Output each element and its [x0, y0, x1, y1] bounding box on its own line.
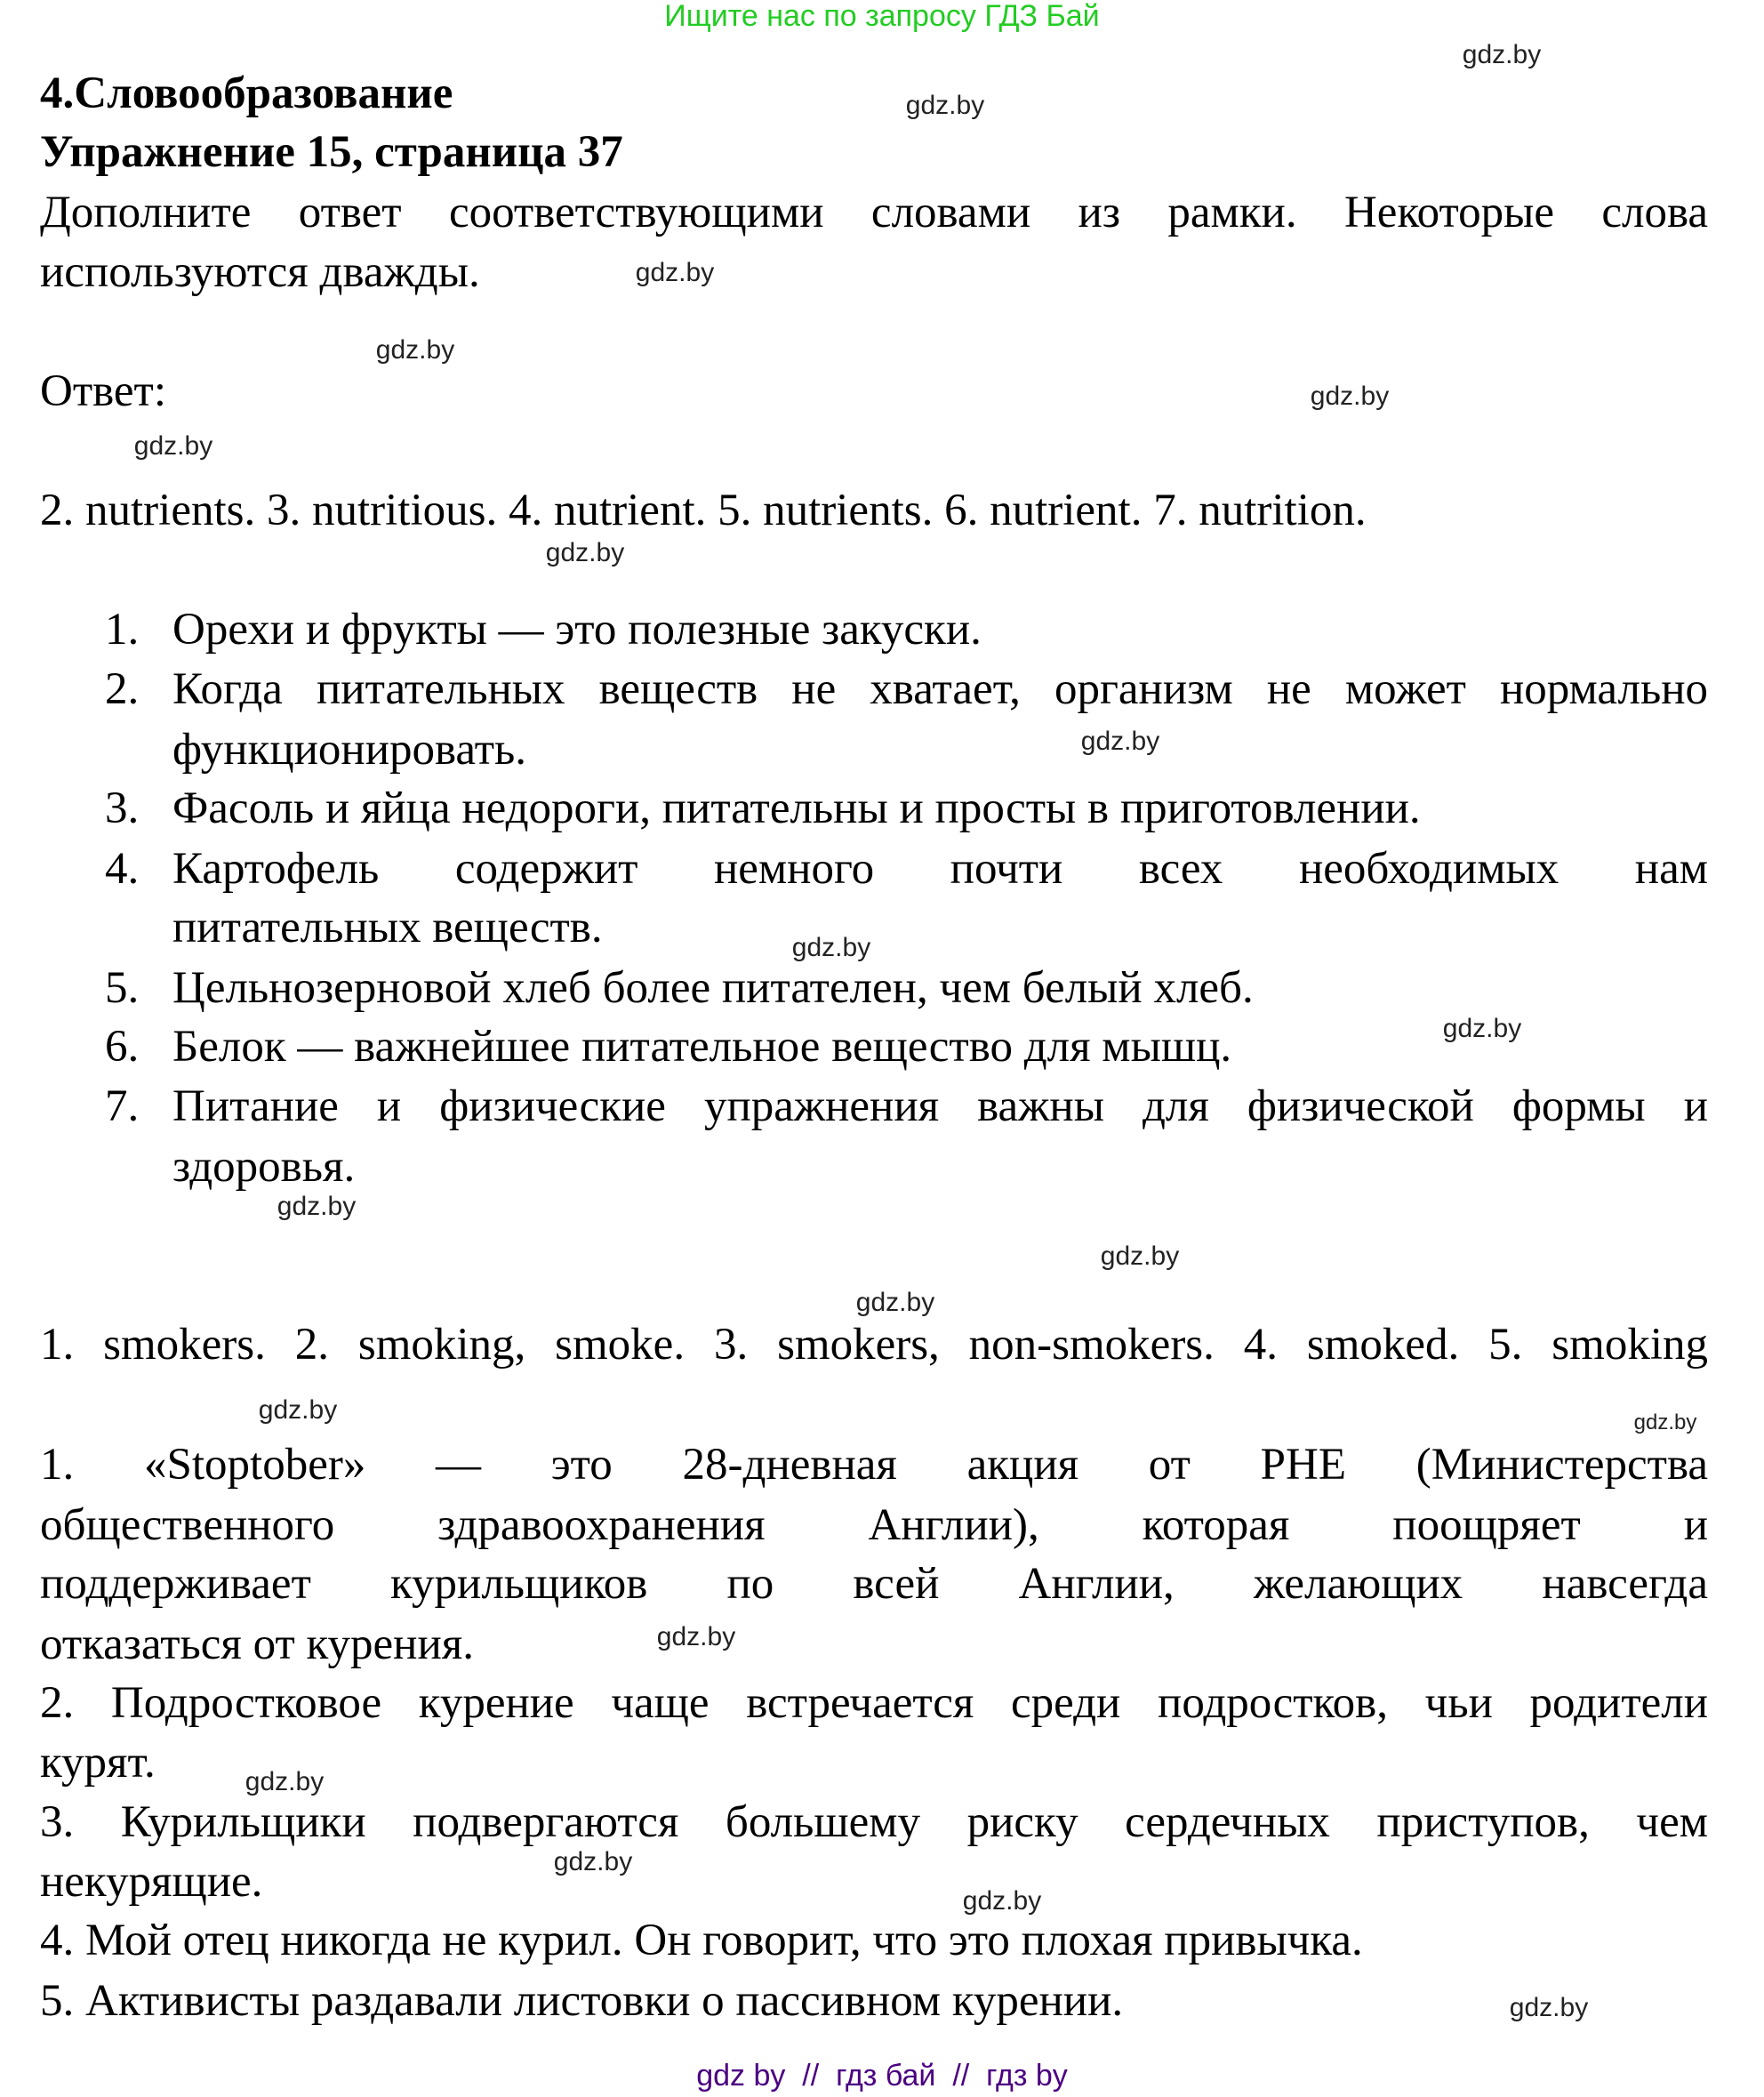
task-text-line: используются дважды. — [40, 247, 480, 297]
paragraph-line: 2. Подростковое курение чаще встречается среди подростков, чьи родители — [40, 1678, 1708, 1728]
list-number: 5. — [105, 963, 140, 1013]
paragraph-line: 1. «Stoptober» — это 28-дневная акция от PHE (Министерства — [40, 1440, 1708, 1490]
section-heading: 4.Словообразование — [40, 68, 453, 118]
watermark: gdz.by — [905, 91, 985, 120]
watermark: gdz.by — [791, 933, 871, 962]
watermark: gdz.by — [545, 538, 625, 567]
watermark: gdz.by — [635, 258, 715, 287]
list-item: питательных веществ. — [172, 903, 603, 952]
paragraph-line: 4. Мой отец никогда не курил. Он говорит, что это плохая привычка. — [40, 1916, 1363, 1965]
list-item: Белок — важнейшее питательное вещество для мышц. — [172, 1022, 1232, 1072]
list-item: Фасоль и яйца недороги, питательны и просты в приготовлении. — [172, 783, 1421, 833]
answers-line: 2. nutrients. 3. nutritious. 4. nutrient. 5. nutrients. 6. nutrient. 7. nutrition. — [40, 486, 1367, 535]
watermark: gdz.by — [133, 431, 213, 461]
list-number: 6. — [105, 1022, 140, 1072]
list-item: Когда питательных веществ не хватает, организм не может нормально — [172, 664, 1708, 714]
footer-links[interactable]: gdz by // гдз бай // гдз by — [696, 2059, 1068, 2093]
watermark: gdz.by — [277, 1192, 357, 1221]
list-item: Картофель содержит немного почти всех необходимых нам — [172, 844, 1708, 894]
list-number: 4. — [105, 844, 140, 894]
smoking-answers-line: 1. smokers. 2. smoking, smoke. 3. smokers, non-smokers. 4. smoked. 5. smoking — [40, 1320, 1708, 1370]
watermark: gdz.by — [855, 1288, 935, 1317]
answer-label: Ответ: — [40, 366, 166, 416]
exercise-title: Упражнение 15, страница 37 — [40, 127, 623, 177]
paragraph-line: курят. — [40, 1738, 156, 1788]
watermark: gdz.by — [1310, 382, 1390, 411]
paragraph-line: 5. Активисты раздавали листовки о пассивном курении. — [40, 1976, 1124, 2026]
paragraph-line: поддерживает курильщиков по всей Англии, желающих навсегда — [40, 1559, 1708, 1609]
list-number: 7. — [105, 1081, 140, 1131]
list-item: Питание и физические упражнения важны для физической формы и — [172, 1081, 1708, 1131]
watermark: gdz.by — [258, 1395, 338, 1425]
paragraph-line: отказаться от курения. — [40, 1619, 474, 1669]
watermark: gdz.by — [962, 1886, 1042, 1916]
watermark: gdz.by — [1100, 1241, 1180, 1271]
list-item: здоровья. — [172, 1142, 356, 1192]
search-banner[interactable]: Ищите нас по запросу ГДЗ Бай — [664, 0, 1100, 33]
list-item: Орехи и фрукты — это полезные закуски. — [172, 605, 982, 655]
watermark: gdz.by — [1509, 1993, 1589, 2022]
list-item: функционировать. — [172, 725, 527, 775]
watermark: gdz.by — [1442, 1014, 1522, 1043]
list-number: 2. — [105, 664, 140, 714]
paragraph-line: общественного здравоохранения Англии), которая поощряет и — [40, 1500, 1708, 1550]
watermark: gdz.by — [245, 1767, 325, 1796]
watermark: gdz.by — [1633, 1410, 1697, 1434]
watermark: gdz.by — [656, 1622, 736, 1651]
task-text-line: Дополните ответ соответствующими словами из рамки. Некоторые слова — [40, 188, 1708, 237]
watermark: gdz.by — [553, 1847, 633, 1876]
paragraph-line: некурящие. — [40, 1857, 263, 1907]
list-number: 3. — [105, 783, 140, 833]
watermark: gdz.by — [1080, 727, 1160, 756]
list-number: 1. — [105, 605, 140, 655]
list-item: Цельнозерновой хлеб более питателен, чем белый хлеб. — [172, 963, 1254, 1013]
watermark: gdz.by — [1462, 40, 1542, 69]
paragraph-line: 3. Курильщики подвергаются большему риску сердечных приступов, чем — [40, 1797, 1708, 1847]
watermark: gdz.by — [375, 335, 455, 365]
